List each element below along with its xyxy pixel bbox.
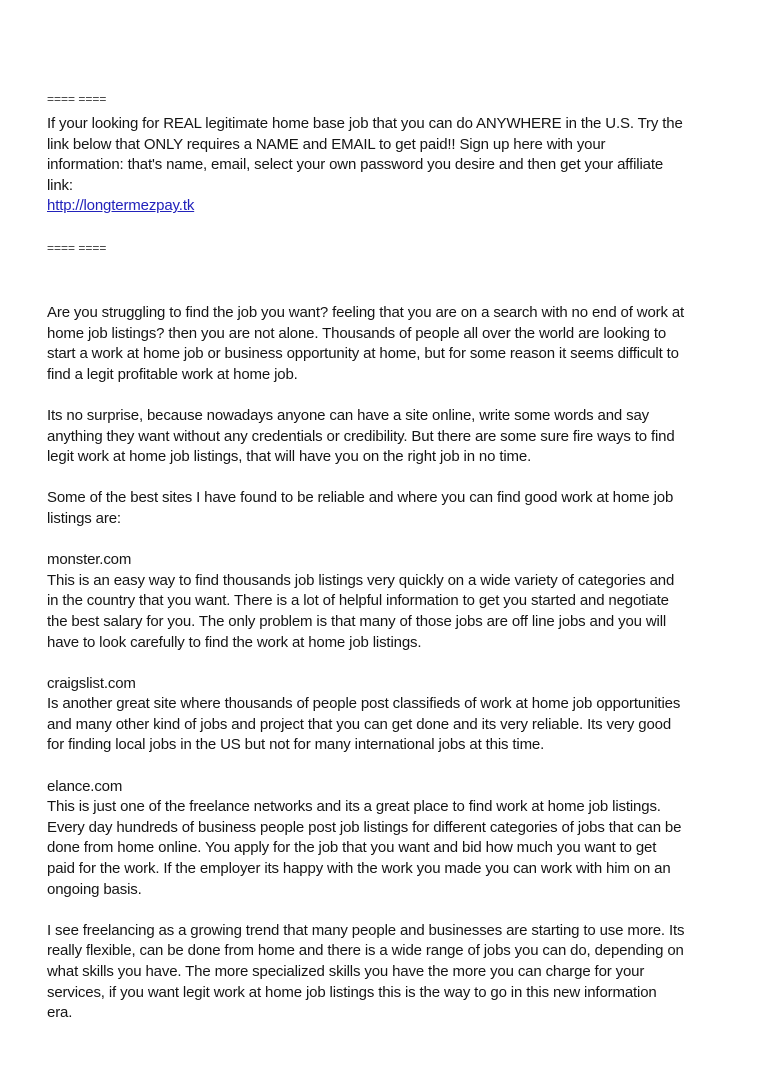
text-line: for finding local jobs in the US but not for many international jobs at this time. <box>47 736 545 754</box>
text-line: paid for the work. If the employer its happy with the work you made you can work with him on an <box>47 860 671 878</box>
text-line: If your looking for REAL legitimate home base job that you can do ANYWHERE in the U.S. Try the <box>47 115 683 132</box>
paragraph <box>47 550 684 653</box>
paragraph-gap <box>47 468 684 489</box>
intro-paragraph <box>47 114 683 217</box>
text-line: start a work at home job or business opportunity at home, but for some reason it seems difficult to <box>47 345 679 363</box>
text-line: services, if you want legit work at home job listings this is the way to go in this new information <box>47 983 657 1001</box>
text-line: Every day hundreds of business people post job listings for different categories of jobs that can be <box>47 818 682 836</box>
text-line: This is just one of the freelance networks and its a great place to find work at home job listings. <box>47 798 661 816</box>
affiliate-link[interactable]: http://longtermezpay.tk <box>47 197 195 215</box>
text-line: anything they want without any credentials or credibility. But there are some sure fire ways to find <box>47 427 675 445</box>
text-line: find a legit profitable work at home job. <box>47 365 298 383</box>
text-line: information: that's name, email, select your own password you desire and then get your affiliate <box>47 156 664 174</box>
text-line: have to look carefully to find the work at home job listings. <box>47 633 422 651</box>
text-line: done from home online. You apply for the job that you want and bid how much you want to get <box>47 839 657 857</box>
article-body <box>47 303 684 1024</box>
paragraph <box>47 921 684 1024</box>
text-line: what skills you have. The more specialized skills you have the more you can charge for your <box>47 963 645 980</box>
paragraph <box>47 488 684 529</box>
text-line: in the country that you want. There is a lot of helpful information to get you started and negotiate <box>47 592 669 610</box>
text-line: era. <box>47 1004 73 1022</box>
paragraph <box>47 674 684 756</box>
paragraph <box>47 406 684 468</box>
paragraph-gap <box>47 530 684 551</box>
text-line: legit work at home job listings, that will have you on the right job in no time. <box>47 448 532 466</box>
paragraph <box>47 777 684 901</box>
text-line: This is an easy way to find thousands job listings very quickly on a wide variety of categories and <box>47 571 675 589</box>
text-line: and many other kind of jobs and project that you can get done and its very reliable. Its very good <box>47 715 672 733</box>
paragraph-gap <box>47 756 684 777</box>
separator-top: ==== ==== <box>47 92 107 106</box>
text-line: elance.com <box>47 777 123 795</box>
paragraph-gap <box>47 900 684 921</box>
text-line: craigslist.com <box>47 674 136 692</box>
text-line: ongoing basis. <box>47 880 142 898</box>
text-line: monster.com <box>47 551 132 569</box>
paragraph-gap <box>47 385 684 406</box>
text-line: Are you struggling to find the job you want? feeling that you are on a search with no end of work at <box>47 304 685 321</box>
paragraph <box>47 303 684 385</box>
text-line: I see freelancing as a growing trend that many people and businesses are starting to use more. Its <box>47 921 685 939</box>
text-line: link: <box>47 176 73 194</box>
text-line: Is another great site where thousands of people post classifieds of work at home job opportunities <box>47 695 681 713</box>
text-line: Some of the best sites I have found to be reliable and where you can find good work at home job <box>47 489 674 507</box>
text-line: really flexible, can be done from home and there is a wide range of jobs you can do, depending on <box>47 942 684 960</box>
text-line: listings are: <box>47 509 121 527</box>
text-line: link below that ONLY requires a NAME and EMAIL to get paid!! Sign up here with your <box>47 135 606 153</box>
text-line: the best salary for you. The only problem is that many of those jobs are off line jobs and you will <box>47 612 667 630</box>
separator-bottom: ==== ==== <box>47 241 107 255</box>
text-line: home job listings? then you are not alone. Thousands of people all over the world are looking to <box>47 324 667 342</box>
text-line: Its no surprise, because nowadays anyone can have a site online, write some words and say <box>47 406 649 424</box>
paragraph-gap <box>47 653 684 674</box>
